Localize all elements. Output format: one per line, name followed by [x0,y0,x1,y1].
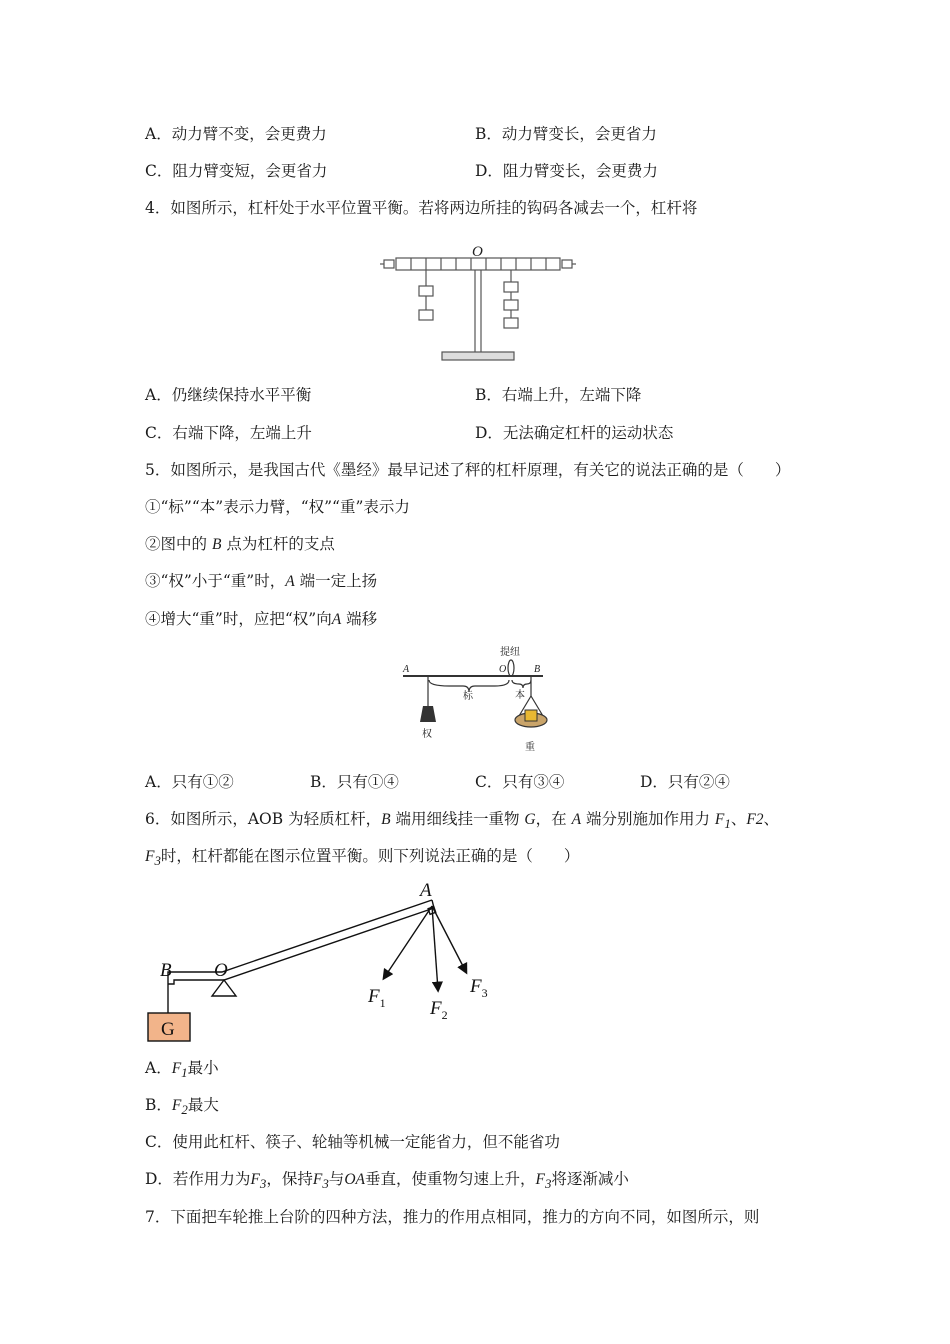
q6-lever-figure [140,876,500,1040]
svg-text:权: 权 [422,729,432,740]
right-weight-3 [504,318,518,328]
svg-text:A: A [420,880,432,901]
left-weight-1 [419,286,433,296]
quan-weight [420,706,436,722]
svg-text:F3: $F_3$ [470,976,488,1000]
svg-text:标: 标 [463,691,473,702]
svg-text:O: O [499,664,507,675]
svg-text:本: 本 [515,690,525,701]
q6-option-c: C．使用此杠杆、筷子、轮轴等机械一定能省力，但不能省功 [145,1133,560,1151]
svg-text:提纽: 提纽 [500,647,520,658]
q6-stem-line-1: 6．如图所示，AOB 为轻质杠杆，B 端用细线挂一重物 G，在 A 端分别施加作用力 $F_1$、F2、 [145,810,780,832]
svg-text:B: B [534,664,541,675]
pivot-label-o: O [472,244,483,260]
q4-option-d: D．无法确定杠杆的运动状态 [475,424,674,442]
q5-option-b: B．只有①④ [310,773,399,791]
lever-upper-edge [168,900,432,984]
right-weight-2 [504,300,518,310]
q7-stem: 7．下面把车轮推上台阶的四种方法，推力的作用点相同，推力的方向不同，如图所示，则 [145,1208,760,1226]
q5-stem: 5．如图所示，是我国古代《墨经》最早记述了秤的杠杆原理，有关它的说法正确的是（ ） [145,461,791,479]
svg-text:A: A [403,664,410,675]
force-f2 [432,906,438,990]
q4-lever-figure [378,240,578,368]
force-f3 [432,906,466,972]
q6-stem-line-2: $F_3$时，杠杆都能在图示位置平衡。则下列说法正确的是（ ） [145,847,580,869]
q4-option-a: A．仍继续保持水平平衡 [145,386,312,404]
q5-statement-1: ①“标”“本”表示力臂，“权”“重”表示力 [145,498,410,516]
svg-text:B: B [160,960,172,981]
q5-option-d: D．只有②④ [640,773,730,791]
right-weight-1 [504,282,518,292]
q5-statement-3: ③“权”小于“重”时，A 端一定上扬 [145,572,378,590]
q3-option-b: B．动力臂变长，会更省力 [475,125,657,143]
q4-option-b: B．右端上升，左端下降 [475,386,642,404]
fulcrum [212,980,236,996]
svg-text:O: O [214,960,228,981]
svg-text:F2: $F_2$ [430,998,448,1022]
svg-text:F1: $F_1$ [368,986,386,1010]
q6-option-a: A．$F_1$最小 [145,1059,219,1081]
q5-statement-2: ②图中的 B 点为杠杆的支点 [145,535,335,553]
svg-text:G: G [161,1019,175,1040]
q4-stem: 4．如图所示，杠杆处于水平位置平衡。若将两边所挂的钩码各减去一个，杠杆将 [145,199,698,217]
q6-option-d: D．若作用力为$F_3$，保持$F_3$与OA垂直，使重物匀速上升，$F_3$将逐渐减小 [145,1170,629,1192]
zhong-goods [525,710,537,721]
q5-option-a: A．只有①② [145,773,234,791]
q3-option-d: D．阻力臂变长，会更费力 [475,162,658,180]
q5-steelyard-figure [395,642,555,757]
svg-text:重: 重 [525,742,535,753]
q4-option-c: C．右端下降，左端上升 [145,424,312,442]
q6-option-b: B．$F_2$最大 [145,1096,219,1118]
q5-option-c: C．只有③④ [475,773,565,791]
q3-option-a: A．动力臂不变，会更费力 [145,125,327,143]
q5-statement-4: ④增大“重”时，应把“权”向A 端移 [145,610,378,628]
left-weight-2 [419,310,433,320]
q3-option-c: C．阻力臂变短，会更省力 [145,162,328,180]
